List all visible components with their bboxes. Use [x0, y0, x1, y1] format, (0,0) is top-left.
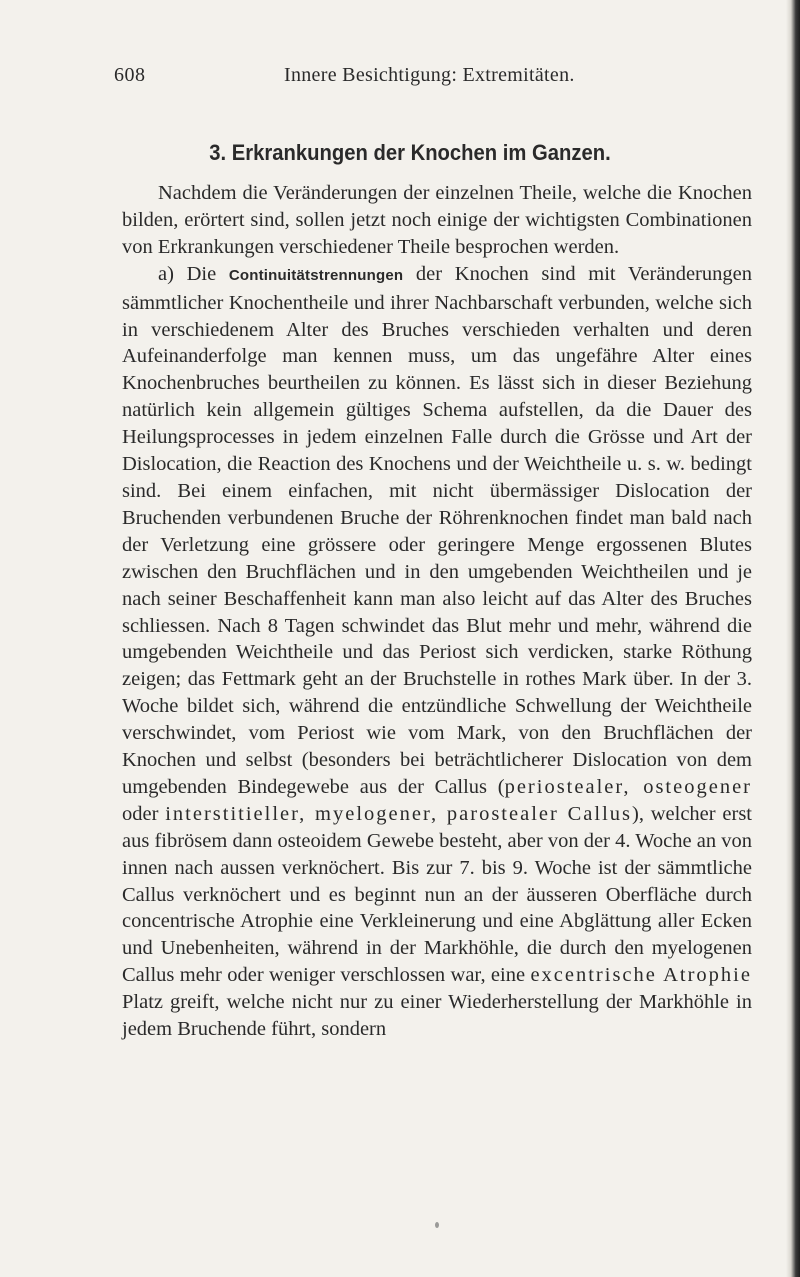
- page-header: [114, 64, 754, 94]
- section-title: 3. Erkrankungen der Knochen im Ganzen.: [209, 140, 611, 165]
- page-number: 608: [114, 64, 146, 86]
- paragraph-text-mid1: oder: [122, 802, 166, 825]
- paragraph-text-part3: Platz greift, welche nicht nur zu einer Wiederherstellung der Markhöhle in jedem Bruchende führt, sondern: [122, 991, 752, 1041]
- body-text: [122, 180, 752, 1043]
- page-edge-shadow: [786, 0, 800, 1277]
- paragraph-lead: a) Die: [158, 262, 229, 285]
- spaced-term-interstitieller: interstitieller, myelogener, parostealer Callus: [165, 802, 632, 825]
- spaced-term-periostealer: periostealer, osteogener: [504, 775, 753, 798]
- paper-speck: [435, 1222, 439, 1228]
- running-head: Innere Besichtigung: Extremitäten.: [284, 64, 575, 86]
- spaced-term-excentrische: excentrische Atrophie: [530, 964, 752, 987]
- paragraph-intro: Nachdem die Veränderungen der einzelnen Theile, welche die Knochen bilden, erörtert sind, sollen jetzt noch einige der wichtigsten Combinationen von Erkrankungen verschiedener Theile besprochen werden.: [122, 182, 752, 258]
- term-continuitaetstrennungen: Continuitätstrennungen: [228, 266, 404, 284]
- paragraph-continuity: [122, 261, 752, 1043]
- paragraph-text-part2: ), welcher erst aus fibrösem dann osteoidem Gewebe besteht, aber von der 4. Woche an von innen nach aussen verknöchert. Bis zur 7. bis 9. Woche ist der sämmtliche Callus verknöchert und es beginnt nun an der äusseren Oberfläche durch concentrische Atrophie eine Verkleinerung und eine Abglättung aller Ecken und Unebenheiten, während in der Markhöhle, die durch den myelogenen Callus mehr oder weniger verschlossen war, eine: [122, 802, 752, 987]
- paragraph-text-part1: der Knochen sind mit Veränderungen sämmtlicher Knochentheile und ihrer Nachbarschaft verbunden, welche sich in verschiedenem Alter des Bruches verschieden verhalten und deren Aufeinanderfolge man kennen muss, um das ungefähre Alter eines Knochenbruches beurtheilen zu können. Es lässt sich in dieser Beziehung natürlich kein allgemein gültiges Schema aufstellen, da die Dauer des Heilungsprocesses in jedem einzelnen Falle durch die Grösse und Art der Dislocation, die Reaction des Knochens und der Weichtheile u. s. w. bedingt sind. Bei einem einfachen, mit nicht übermässiger Dislocation der Bruchenden verbundenen Bruche der Röhrenknochen findet man bald nach der Verletzung eine grössere oder geringere Menge ergossenen Blutes zwischen den Bruchflächen und in den umgebenden Weichtheilen und je nach seiner Beschaffenheit kann man also leicht auf das Alter des Bruches schliessen. Nach 8 Tagen schwindet das Blut mehr und mehr, während die umgebenden Weichtheile und das Periost sich verdicken, starke Röthung zeigen; das Fettmark geht an der Bruchstelle in rothes Mark über. In der 3. Woche bildet sich, während die entzündliche Schwellung der Weichtheile verschwindet, vom Periost wie vom Mark, von den Bruchflächen der Knochen und selbst (besonders bei beträchtlicherer Dislocation von dem umgebenden Bindegewebe aus der Callus (: [122, 262, 752, 798]
